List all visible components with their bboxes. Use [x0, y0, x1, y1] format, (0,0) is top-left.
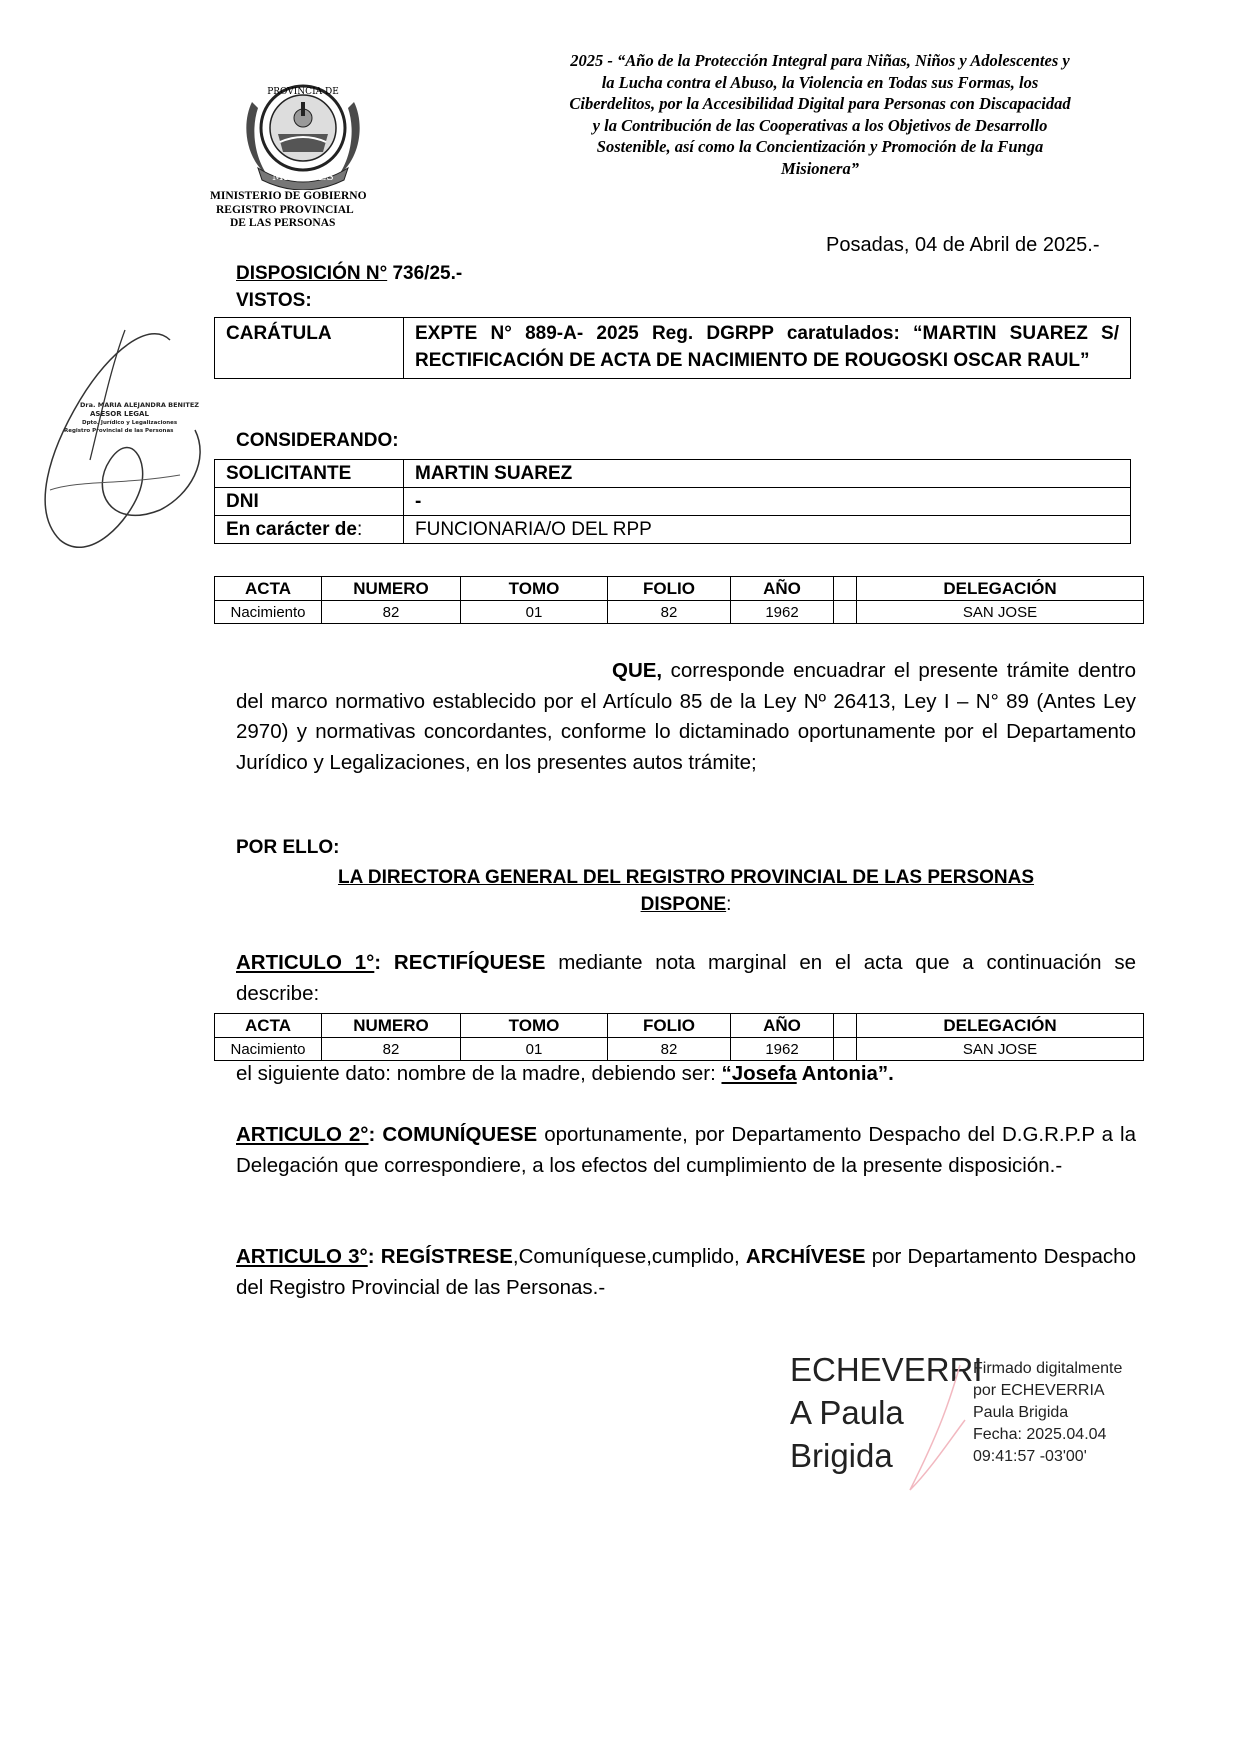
cell: Nacimiento — [215, 601, 322, 624]
article-1-continuation — [236, 1062, 894, 1086]
article-3-text-block — [236, 1242, 1136, 1303]
signature-info-line: Fecha: 2025.04.04 — [973, 1426, 1107, 1443]
signature-name-line: A Paula — [790, 1394, 904, 1431]
signature-flourish-icon — [890, 1360, 980, 1500]
article-1-cont-text: el siguiente dato: nombre de la madre, debiendo ser: — [236, 1062, 722, 1085]
article-2 — [236, 1120, 1136, 1181]
col-header: FOLIO — [608, 577, 731, 601]
article-3 — [236, 1242, 1136, 1303]
cell: Nacimiento — [215, 1038, 322, 1061]
article-2-text: oportunamente, por Departamento Despacho del D.G.R.P.P a la Delegación que correspondiere, a los efectos del cumplimiento de la presente disposición.- — [236, 1123, 1136, 1177]
header-motto — [500, 50, 1140, 179]
stamp-line: ASESOR LEGAL — [90, 410, 149, 418]
dni-value: - — [404, 488, 1131, 516]
que-body: corresponde encuadrar el presente trámite dentro del marco normativo establecido por el Artículo 85 de la Ley Nº 26413, Ley I – N° 89 (Antes Ley 2970) y normativas concordantes, conforme lo dictaminado oportunamente por el Departamento Jurídico y Legalizaciones, en los presentes autos trámite; — [236, 659, 1136, 774]
provincial-seal-icon — [238, 72, 368, 190]
stamp-line: Dpto. Jurídico y Legalizaciones — [82, 420, 178, 426]
solicitante-key: SOLICITANTE — [215, 460, 404, 488]
caratula-table — [214, 317, 1131, 379]
col-header: FOLIO — [608, 1014, 731, 1038]
cell: 1962 — [731, 1038, 834, 1061]
ministry-heading — [210, 190, 390, 231]
table-row — [215, 601, 1144, 624]
cell: 82 — [608, 1038, 731, 1061]
caracter-key — [215, 516, 404, 544]
motto-line: la Lucha contra el Abuso, la Violencia en Todas sus Formas, los — [601, 72, 1039, 92]
solicitante-table — [214, 459, 1131, 544]
article-3-colon: : — [367, 1245, 375, 1268]
signature-info-line: Paula Brigida — [973, 1404, 1069, 1421]
considerando-heading: CONSIDERANDO: — [236, 430, 399, 451]
handwritten-signature-icon — [20, 310, 220, 570]
article-3-title: ARTICULO 3° — [236, 1245, 368, 1268]
acta-table — [214, 576, 1144, 624]
signature-name-line: ECHEVERRI — [790, 1351, 983, 1388]
por-ello-heading: POR ELLO: — [236, 837, 340, 858]
que-paragraph — [236, 656, 1136, 778]
seal-bottom-text: MISIONES — [272, 170, 334, 183]
article-2-title: ARTICULO 2° — [236, 1123, 369, 1146]
table-header-row — [215, 1014, 1144, 1038]
que-text — [236, 656, 1136, 778]
cell: 1962 — [731, 601, 834, 624]
col-header: NUMERO — [322, 577, 461, 601]
article-1-verb: RECTIFÍQUESE — [381, 951, 546, 974]
motto-line: Misionera” — [781, 158, 859, 178]
article-2-verb: COMUNÍQUESE — [375, 1123, 538, 1146]
caracter-key-text: En carácter de — [226, 519, 357, 540]
cell — [834, 1038, 857, 1061]
directora-line1: LA DIRECTORA GENERAL DEL REGISTRO PROVINCIAL DE LAS PERSONAS — [337, 867, 1035, 888]
caratula-value: EXPTE N° 889-A- 2025 Reg. DGRPP caratulados: “MARTIN SUAREZ S/ RECTIFICACIÓN DE ACTA DE NACIMIENTO DE ROUGOSKI OSCAR RAUL” — [404, 318, 1131, 379]
col-header: NUMERO — [322, 1014, 461, 1038]
table-row — [215, 488, 1131, 516]
stamp-line: Registro Provincial de las Personas — [64, 428, 174, 434]
table-header-row — [215, 577, 1144, 601]
col-header: AÑO — [731, 577, 834, 601]
cell: 01 — [461, 601, 608, 624]
article-2-text-block — [236, 1120, 1136, 1181]
article-3-mid: ,Comuníquese,cumplido, — [512, 1245, 746, 1268]
cell — [834, 601, 857, 624]
dispone-colon: : — [726, 894, 732, 915]
signature-info-line: por ECHEVERRIA — [973, 1382, 1105, 1399]
digital-signature-info — [973, 1358, 1122, 1468]
mother-name-rest: Antonia”. — [796, 1062, 894, 1085]
caracter-value: FUNCIONARIA/O DEL RPP — [404, 516, 1131, 544]
article-3-verb2: ARCHÍVESE — [745, 1245, 866, 1268]
article-1-wrap-mask — [388, 976, 588, 1006]
directora-heading — [236, 864, 1136, 918]
ministry-line: DE LAS PERSONAS — [230, 217, 336, 229]
signature-info-line: Firmado digitalmente — [973, 1360, 1123, 1377]
col-header — [834, 1014, 857, 1038]
caracter-key-colon: : — [356, 519, 363, 540]
signature-name-line: Brigida — [790, 1437, 893, 1474]
article-3-text: por Departamento Despacho del Registro Provincial de las Personas.- — [236, 1245, 1136, 1299]
disposicion-number — [236, 263, 462, 285]
article-2-colon: : — [368, 1123, 376, 1146]
article-3-verb1: REGÍSTRESE — [374, 1245, 513, 1268]
ministry-line: MINISTERIO DE GOBIERNO — [210, 190, 367, 202]
motto-line: Ciberdelitos, por la Accesibilidad Digital para Personas con Discapacidad — [569, 94, 1071, 113]
table-row — [215, 460, 1131, 488]
col-header: ACTA — [215, 1014, 322, 1038]
ministry-line: REGISTRO PROVINCIAL — [216, 203, 354, 216]
table-row — [215, 516, 1131, 544]
col-header: TOMO — [461, 1014, 608, 1038]
cell: SAN JOSE — [857, 601, 1144, 624]
col-header: AÑO — [731, 1014, 834, 1038]
mother-name-first: “Josefa — [721, 1062, 797, 1085]
que-lead: QUE, — [612, 659, 663, 682]
caratula-label: CARÁTULA — [215, 318, 404, 379]
col-header: DELEGACIÓN — [857, 1014, 1144, 1038]
article-1-line — [236, 948, 1136, 1009]
article-1 — [236, 948, 1136, 1009]
place-date: Posadas, 04 de Abril de 2025.- — [826, 234, 1100, 256]
dni-key: DNI — [215, 488, 404, 516]
article-1-text: mediante nota marginal en el acta que a continuación se describe: — [236, 951, 1136, 1005]
col-header: DELEGACIÓN — [857, 577, 1144, 601]
seal-top-text: PROVINCIA DE — [267, 87, 339, 97]
dispone-label: DISPONE — [640, 894, 727, 915]
motto-line: Sostenible, así como la Concientización y Promoción de la Funga — [596, 137, 1044, 156]
table-row — [215, 1038, 1144, 1061]
col-header: TOMO — [461, 577, 608, 601]
signature-info-line: 09:41:57 -03'00' — [973, 1448, 1087, 1465]
cell: 82 — [322, 601, 461, 624]
article-1-colon: : — [374, 951, 382, 974]
cell: 82 — [608, 601, 731, 624]
cell: 01 — [461, 1038, 608, 1061]
cell: 82 — [322, 1038, 461, 1061]
disposicion-label: DISPOSICIÓN N° — [236, 263, 388, 284]
col-header — [834, 577, 857, 601]
motto-line: y la Contribución de las Cooperativas a los Objetivos de Desarrollo — [592, 115, 1048, 135]
solicitante-value: MARTIN SUAREZ — [404, 460, 1131, 488]
col-header: ACTA — [215, 577, 322, 601]
stamp-line: Dra. MARIA ALEJANDRA BENITEZ — [80, 401, 199, 409]
disposicion-value: 736/25.- — [387, 263, 463, 284]
article-1-title: ARTICULO 1° — [236, 951, 375, 974]
vistos-heading: VISTOS: — [236, 290, 312, 311]
cell: SAN JOSE — [857, 1038, 1144, 1061]
acta-table — [214, 1013, 1144, 1061]
motto-line: 2025 - “Año de la Protección Integral para Niñas, Niños y Adolescentes y — [570, 51, 1070, 70]
